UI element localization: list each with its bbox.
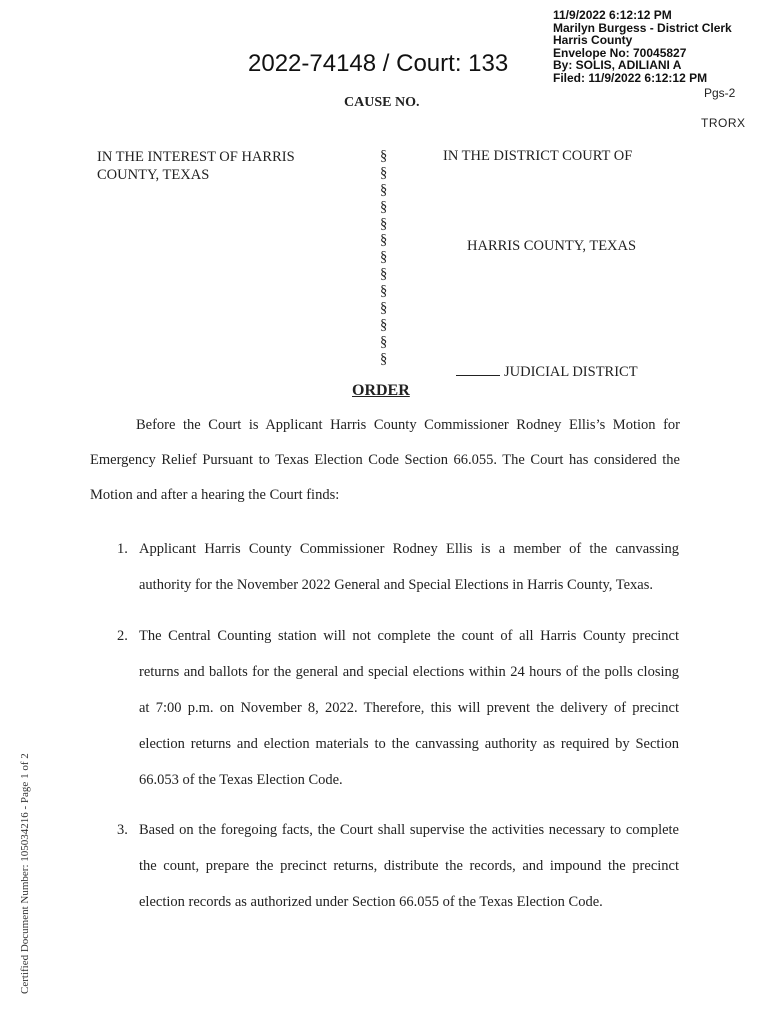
judicial-district-label: JUDICIAL DISTRICT (504, 364, 638, 380)
section-symbol: § (380, 316, 388, 333)
document-code: TRORX (701, 116, 746, 130)
judicial-district-line (456, 363, 638, 381)
certified-document-number: Certified Document Number: 105034216 - Page 1 of 2 (19, 753, 31, 994)
finding-number: 2. (117, 628, 128, 644)
finding-text: Applicant Harris County Commissioner Rodney Ellis is a member of the canvassing authority for the November 2022 General and Special Elections in Harris County, Texas. (139, 541, 679, 593)
section-symbol: § (380, 232, 388, 249)
stamp-line-clerk: Marilyn Burgess - District Clerk (553, 20, 732, 35)
section-symbol: § (380, 181, 388, 198)
stamp-line-datetime: 11/9/2022 6:12:12 PM (553, 8, 672, 22)
stamp-line-envelope: Envelope No: 70045827 (553, 45, 687, 60)
court-county-line: HARRIS COUNTY, TEXAS (467, 238, 637, 254)
finding-number: 1. (117, 541, 128, 557)
finding-text: Based on the foregoing facts, the Court shall supervise the activities necessary to complete the count, prepare the precinct returns, distribute the records, and impound the precinct election records as authorized under Section 66.055 of the Texas Election Code. (139, 822, 679, 910)
stamp-line-by: By: SOLIS, ADILIANI A (553, 58, 682, 72)
case-number-header: 2022-74148 / Court: 133 (248, 50, 509, 77)
finding-item (117, 618, 679, 798)
finding-item (117, 531, 679, 603)
section-symbol-column (380, 148, 387, 368)
caption-party: IN THE INTEREST OF HARRIS COUNTY, TEXAS (97, 149, 295, 183)
section-symbol: § (380, 198, 388, 215)
section-symbol: § (380, 266, 388, 283)
section-symbol: § (380, 350, 388, 367)
finding-number: 3. (117, 822, 128, 838)
filing-stamp (553, 9, 732, 84)
section-symbol: § (380, 164, 388, 181)
district-number-blank (456, 363, 500, 376)
section-symbol: § (380, 249, 388, 266)
stamp-line-county: Harris County (553, 33, 633, 47)
cause-no-label: CAUSE NO. (344, 95, 420, 110)
court-name-line: IN THE DISTRICT COURT OF (443, 148, 633, 164)
finding-text: The Central Counting station will not complete the count of all Harris County precinct returns and ballots for the general and special elections within 24 hours of the polls closing at 7:00 p.m. on November 8, 2022. Therefore, this will prevent the delivery of precinct election returns and election materials to the canvassing authority as required by Section 66.053 of the Texas Election Code. (139, 628, 679, 788)
pages-label: Pgs-2 (704, 86, 736, 100)
finding-item (117, 812, 679, 920)
section-symbol: § (380, 300, 388, 317)
stamp-line-filed: Filed: 11/9/2022 6:12:12 PM (553, 70, 708, 85)
section-symbol: § (380, 283, 388, 300)
section-symbol: § (380, 333, 388, 350)
order-title: ORDER (352, 382, 410, 399)
section-symbol: § (380, 215, 388, 232)
intro-paragraph: Before the Court is Applicant Harris County Commissioner Rodney Ellis’s Motion for Emergency Relief Pursuant to Texas Election Code Section 66.055. The Court has considered the Motion and after a hearing the Court finds: (90, 417, 680, 503)
section-symbol: § (380, 148, 388, 164)
